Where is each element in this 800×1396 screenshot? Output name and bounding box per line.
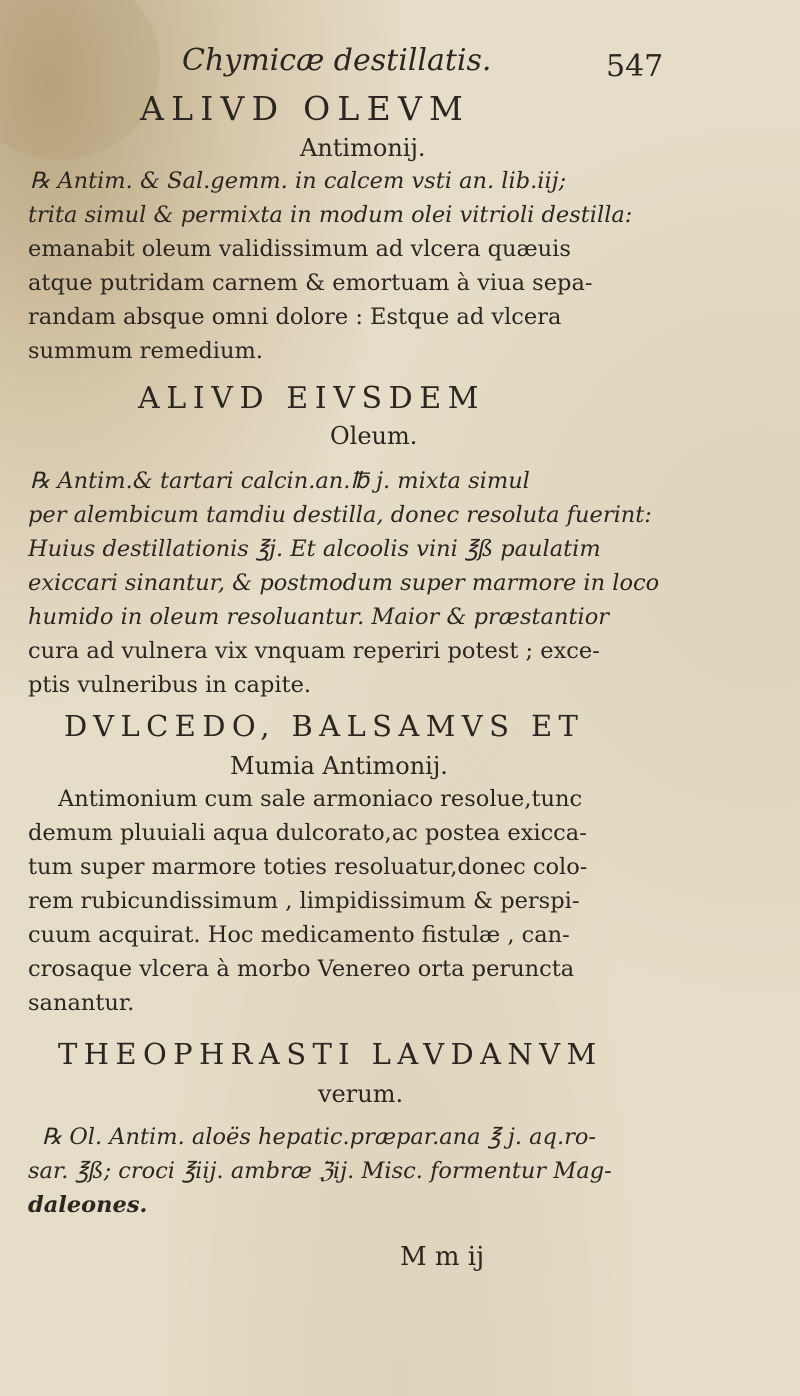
text-line: emanabit oleum validissimum ad vlcera quæuis xyxy=(28,236,571,262)
section-title: THEOPHRASTI LAVDANVM xyxy=(58,1037,603,1071)
text-line: crosaque vlcera à morbo Venereo orta peruncta xyxy=(28,956,575,982)
page-number: 547 xyxy=(606,49,664,84)
section-title: ALIVD OLEVM xyxy=(140,89,471,128)
section-title: DVLCEDO, BALSAMVS ET xyxy=(64,709,585,743)
text-line: ℞ Ol. Antim. aloës hepatic.præpar.ana ℥ j. aq.ro- xyxy=(42,1124,597,1150)
section-subtitle: Oleum. xyxy=(330,422,418,450)
text-line: ptis vulneribus in capite. xyxy=(28,672,312,698)
text-line: ℞ Antim. & Sal.gemm. in calcem vsti an. lib.iij; xyxy=(30,168,567,194)
text-line: rem rubicundissimum , limpidissimum & perspi- xyxy=(28,888,580,914)
text-line: Huius destillationis ℥j. Et alcoolis vini ℥ß paulatim xyxy=(28,536,601,562)
text-line: summum remedium. xyxy=(28,338,263,364)
section-subtitle: verum. xyxy=(318,1080,404,1108)
text-line: per alembicum tamdiu destilla, donec resoluta fuerint: xyxy=(28,502,652,528)
age-stain xyxy=(0,0,160,160)
text-line: sar. ℥ß; croci ℥iij. ambræ ℨij. Misc. formentur Mag- xyxy=(28,1158,612,1184)
text-line: sanantur. xyxy=(28,990,135,1016)
section-title: ALIVD EIVSDEM xyxy=(138,381,486,416)
text-line: atque putridam carnem & emortuam à viua sepa- xyxy=(28,270,593,296)
text-line: humido in oleum resoluantur. Maior & præstantior xyxy=(28,604,609,630)
text-line: cuum acquirat. Hoc medicamento fistulæ , can- xyxy=(28,922,570,948)
text-line: tum super marmore toties resoluatur,donec colo- xyxy=(28,854,588,880)
text-line: ℞ Antim.& tartari calcin.an.℔ j. mixta simul xyxy=(30,468,530,494)
text-line: exiccari sinantur, & postmodum super marmore in loco xyxy=(28,570,660,596)
text-line: demum pluuiali aqua dulcorato,ac postea exicca- xyxy=(28,820,587,846)
section-subtitle: Antimonij. xyxy=(300,134,426,162)
section-subtitle: Mumia Antimonij. xyxy=(230,752,448,780)
text-line: trita simul & permixta in modum olei vitrioli destilla: xyxy=(28,202,633,228)
text-line: randam absque omni dolore : Estque ad vlcera xyxy=(28,304,562,330)
running-head: Chymicæ destillatis. xyxy=(182,43,492,78)
text-line: daleones. xyxy=(28,1192,148,1218)
text-line: Antimonium cum sale armoniaco resolue,tunc xyxy=(58,786,583,812)
text-line: cura ad vulnera vix vnquam reperiri potest ; exce- xyxy=(28,638,600,664)
signature-mark: M m ij xyxy=(400,1242,485,1272)
